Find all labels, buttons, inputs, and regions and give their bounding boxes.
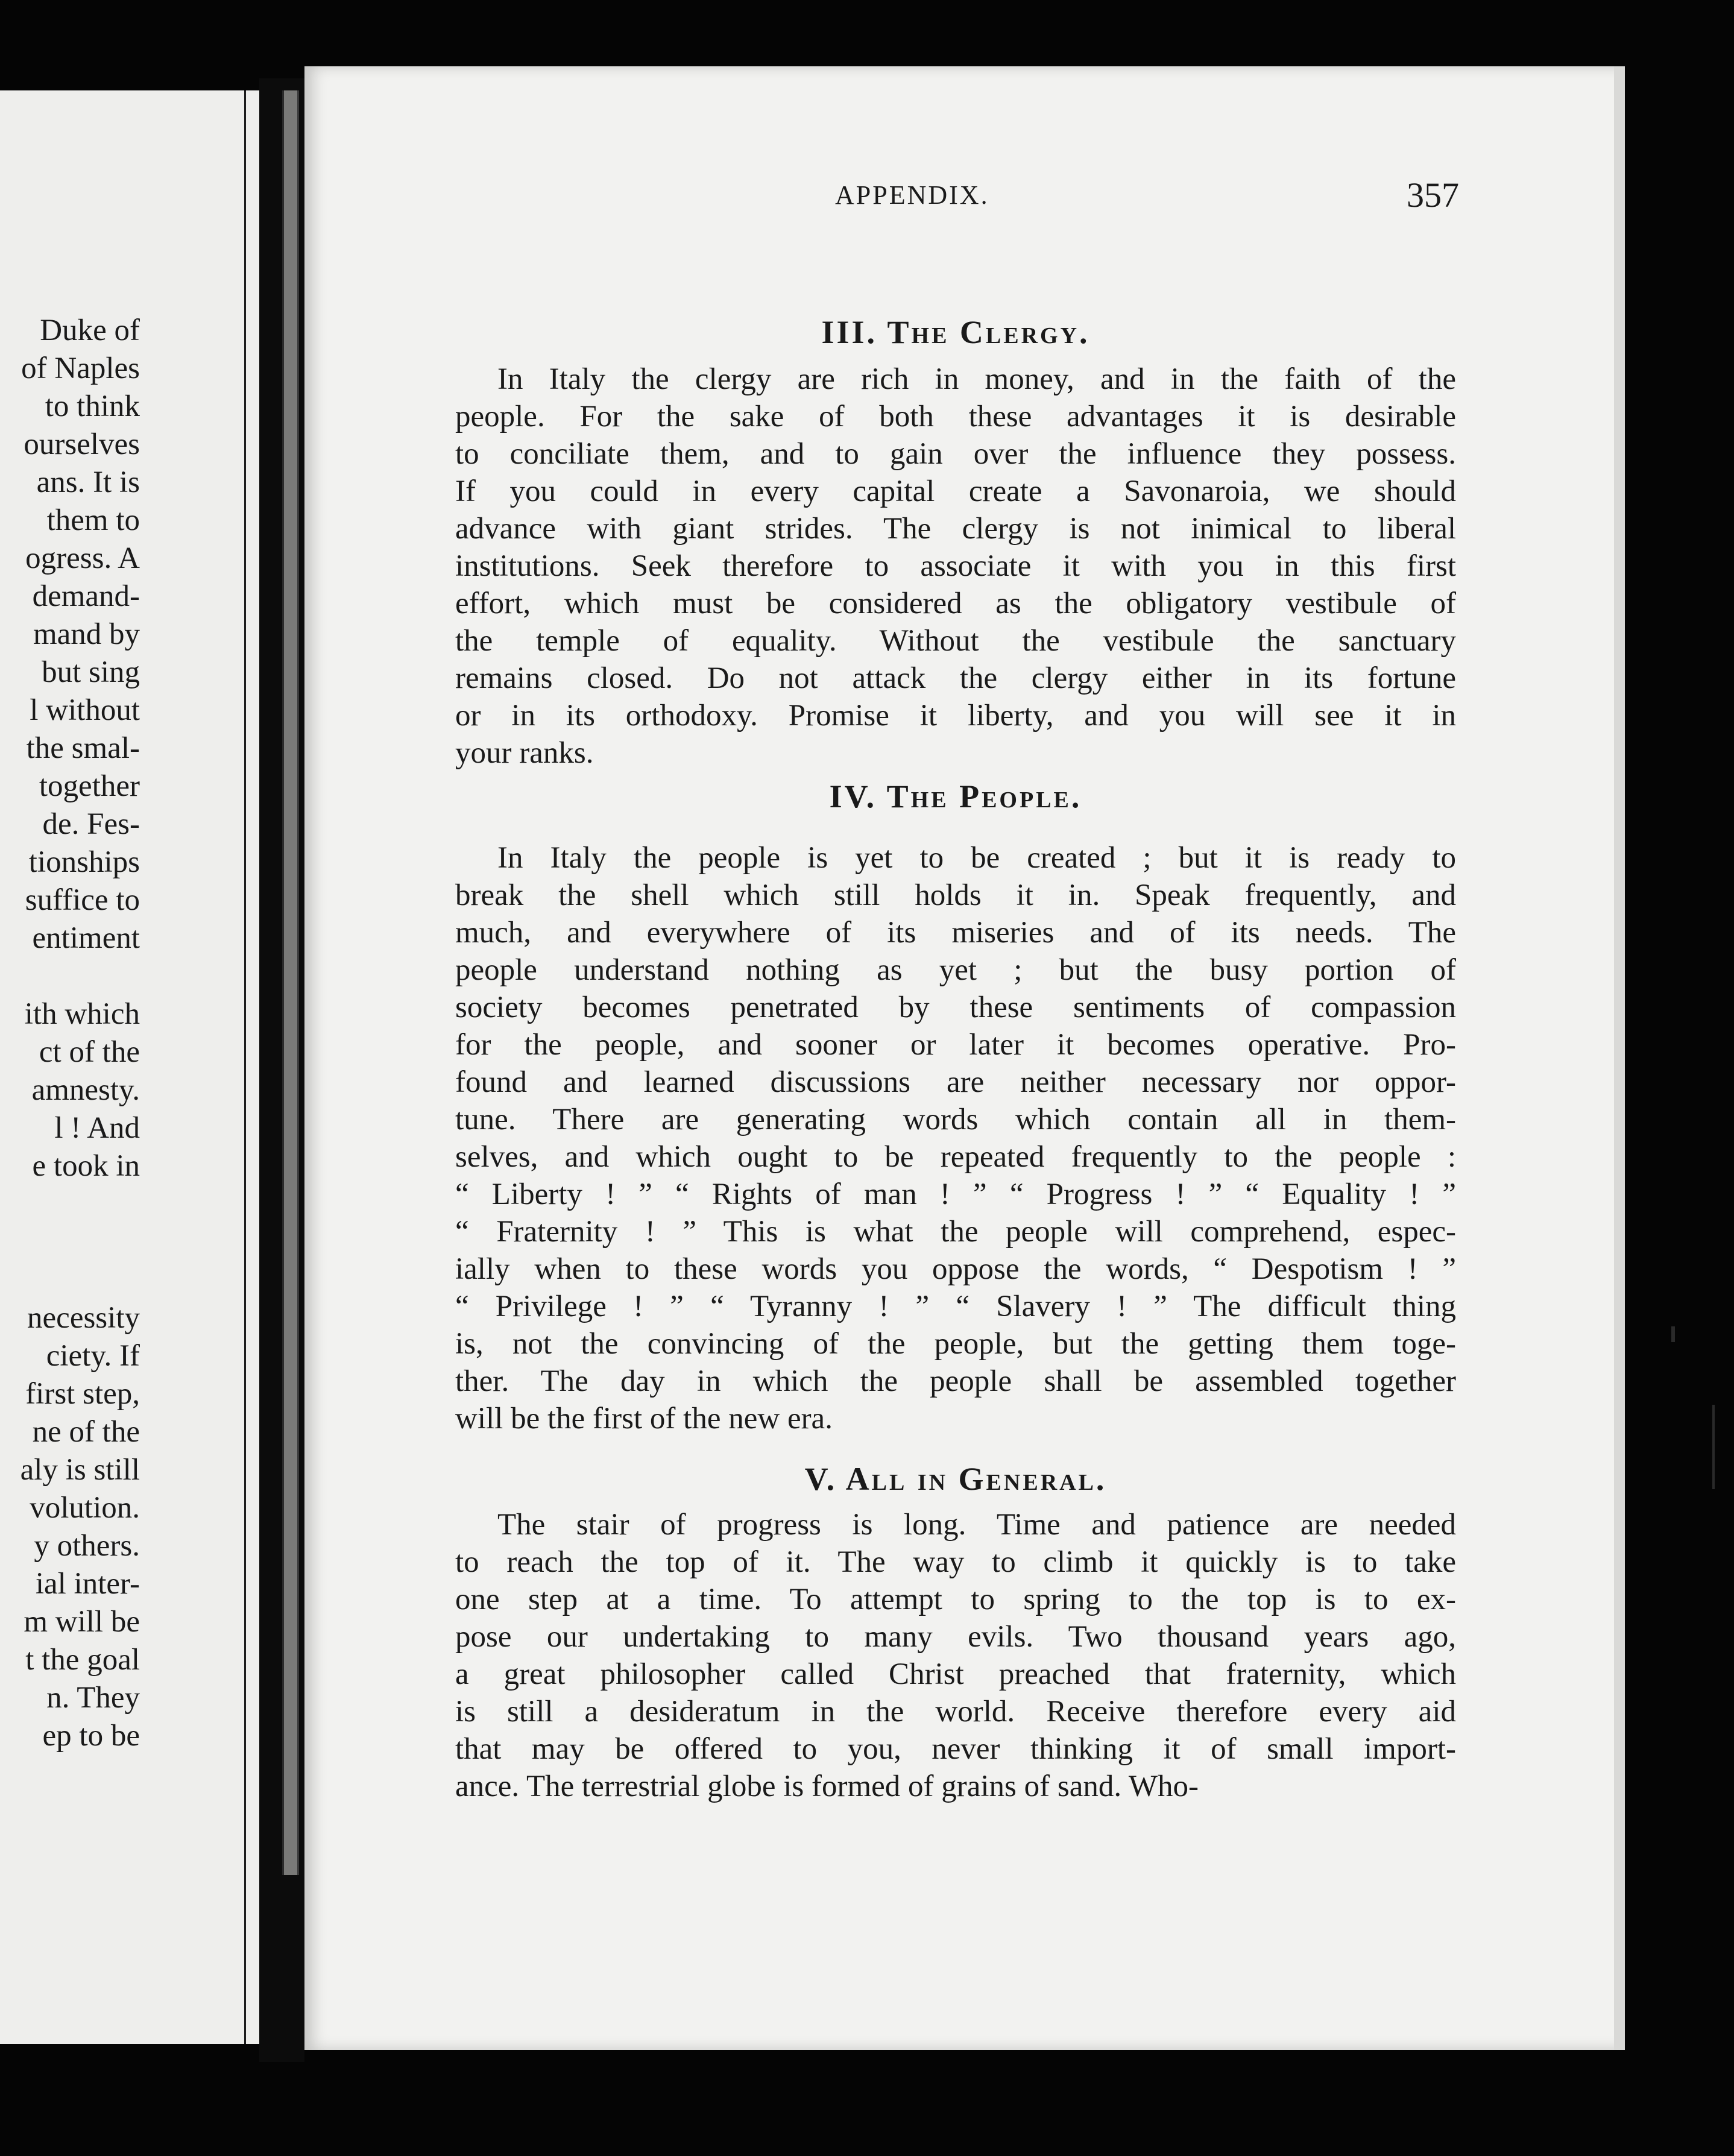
text-line: people understand nothing as yet ; but the busy portion of — [455, 953, 1456, 987]
left-page-line: amnesty. — [31, 1073, 140, 1107]
text-line: “ Fraternity ! ” This is what the people will comprehend, espec- — [455, 1215, 1456, 1249]
left-page-line: ourselves — [24, 427, 140, 461]
left-page-line: l ! And — [54, 1111, 140, 1145]
text-line: break the shell which still holds it in. Speak frequently, and — [455, 878, 1456, 912]
left-page-line: m will be — [24, 1605, 140, 1639]
text-line: In Italy the people is yet to be created ; but it is ready to — [497, 841, 1456, 875]
text-line: society becomes penetrated by these sentiments of compassion — [455, 991, 1456, 1024]
text-line: effort, which must be considered as the obligatory vestibule of — [455, 587, 1456, 620]
left-page-line: ciety. If — [46, 1339, 140, 1373]
text-line: a great philosopher called Christ preached that fraternity, which — [455, 1657, 1456, 1691]
text-line: “ Privilege ! ” “ Tyranny ! ” “ Slavery ! ” The difficult thing — [455, 1290, 1456, 1323]
page-edge-shadow — [1614, 66, 1625, 2050]
section-title-clergy: III. The Clergy. — [821, 314, 1090, 350]
left-page-line: l without — [30, 693, 140, 727]
left-page-line: e took in — [32, 1149, 140, 1183]
page-body — [455, 314, 1456, 1805]
page-number: 357 — [1407, 175, 1459, 215]
left-page-line: ogress. A — [25, 541, 140, 575]
text-line: to conciliate them, and to gain over the influence they possess. — [455, 437, 1456, 471]
left-page-edge — [244, 90, 246, 2044]
text-line: ance. The terrestrial globe is formed of grains of sand. Who- — [455, 1770, 1199, 1803]
text-line: to reach the top of it. The way to climb it quickly is to take — [455, 1545, 1456, 1579]
text-line: “ Liberty ! ” “ Rights of man ! ” “ Progress ! ” “ Equality ! ” — [455, 1177, 1456, 1211]
left-page-line: necessity — [27, 1301, 140, 1335]
running-head: APPENDIX. — [835, 180, 989, 210]
left-page-line: but sing — [42, 655, 140, 689]
text-line: If you could in every capital create a Savonaroia, we should — [455, 474, 1456, 508]
left-page-line: ans. It is — [36, 465, 140, 499]
section-title-general: V. All in General. — [804, 1461, 1107, 1497]
text-line: ther. The day in which the people shall be assembled together — [455, 1364, 1456, 1398]
left-page-line: de. Fes- — [42, 807, 140, 841]
left-page — [0, 90, 259, 2044]
text-line: remains closed. Do not attack the clergy either in its fortune — [455, 661, 1456, 695]
left-page-line: aly is still — [20, 1453, 140, 1487]
section-title-people: IV. The People. — [829, 778, 1082, 815]
text-line: The stair of progress is long. Time and patience are needed — [497, 1508, 1456, 1542]
paragraph-clergy — [455, 361, 1456, 772]
left-page-line: ep to be — [42, 1719, 140, 1753]
text-line: advance with giant strides. The clergy is not inimical to liberal — [455, 512, 1456, 546]
text-line: your ranks. — [455, 736, 594, 770]
text-line: is, not the convincing of the people, but the getting them toge- — [455, 1327, 1456, 1361]
text-line: will be the first of the new era. — [455, 1402, 833, 1436]
page-header — [567, 175, 1459, 223]
left-page-line: suffice to — [25, 883, 140, 917]
left-page-line: mand by — [33, 617, 140, 651]
left-page-text — [0, 312, 140, 1755]
left-page-line: ct of the — [39, 1035, 140, 1069]
left-page-line: first step, — [25, 1377, 140, 1411]
text-line: much, and everywhere of its miseries and of its needs. The — [455, 916, 1456, 950]
scan-speck — [1712, 1405, 1715, 1489]
left-page-line: them to — [46, 503, 140, 537]
left-page-line: entiment — [32, 921, 140, 955]
text-line: that may be offered to you, never thinking it of small import- — [455, 1732, 1456, 1766]
left-page-line — [0, 1261, 140, 1299]
left-page-line: ith which — [24, 997, 140, 1031]
text-line: or in its orthodoxy. Promise it liberty, and you will see it in — [455, 699, 1456, 733]
left-page-line: ne of the — [32, 1415, 140, 1449]
scan-speck — [1671, 1326, 1675, 1342]
text-line: one step at a time. To attempt to spring to the top is to ex- — [455, 1583, 1456, 1616]
paragraph-people — [455, 839, 1456, 1437]
text-line: ially when to these words you oppose the words, “ Despotism ! ” — [455, 1252, 1456, 1286]
left-page-line: volution. — [30, 1491, 140, 1525]
text-line: the temple of equality. Without the vestibule the sanctuary — [455, 624, 1456, 658]
text-line: selves, and which ought to be repeated frequently to the people : — [455, 1140, 1456, 1174]
left-page-line: the smal- — [26, 731, 140, 765]
text-line: people. For the sake of both these advantages it is desirable — [455, 400, 1456, 433]
left-page-line — [0, 957, 140, 995]
left-page-line: y others. — [34, 1529, 140, 1563]
left-page-line: ial inter- — [35, 1567, 140, 1601]
text-line: institutions. Seek therefore to associate it with you in this first — [455, 549, 1456, 583]
text-line: found and learned discussions are neither necessary nor oppor- — [455, 1065, 1456, 1099]
left-page-line: together — [39, 769, 140, 803]
left-page-line: demand- — [32, 579, 140, 613]
text-line: pose our undertaking to many evils. Two thousand years ago, — [455, 1620, 1456, 1654]
left-page-line: t the goal — [25, 1643, 140, 1677]
left-page-line — [0, 1185, 140, 1223]
left-page-line — [0, 1223, 140, 1261]
text-line: for the people, and sooner or later it becomes operative. Pro- — [455, 1028, 1456, 1062]
text-line: tune. There are generating words which contain all in them- — [455, 1103, 1456, 1136]
book-spine — [282, 90, 299, 1875]
paragraph-general — [455, 1506, 1456, 1805]
left-page-line: Duke of — [40, 314, 140, 347]
left-page-line: tionships — [28, 845, 140, 879]
left-page-line: of Naples — [21, 351, 140, 385]
left-page-line: n. They — [46, 1681, 140, 1715]
left-page-line: to think — [45, 389, 140, 423]
text-line: In Italy the clergy are rich in money, and in the faith of the — [497, 362, 1456, 396]
text-line: is still a desideratum in the world. Receive therefore every aid — [455, 1695, 1456, 1729]
